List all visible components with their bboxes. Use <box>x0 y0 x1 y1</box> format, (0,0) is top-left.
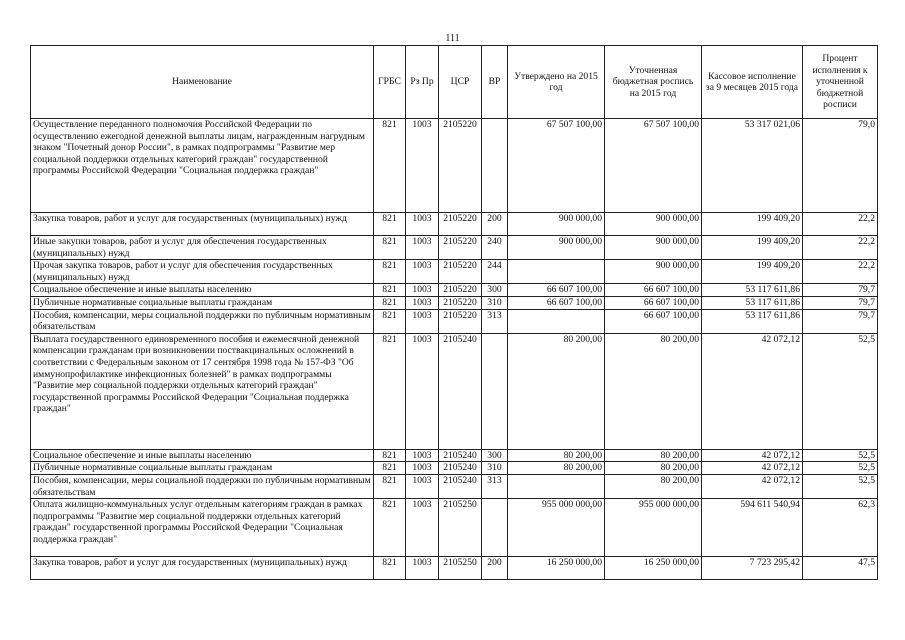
cell-approved: 80 200,00 <box>508 462 605 475</box>
table-row <box>31 449 878 462</box>
cell-grbs: 821 <box>374 260 406 284</box>
cell-approved: 80 200,00 <box>508 333 605 449</box>
table-row <box>31 296 878 309</box>
cell-approved: 16 250 000,00 <box>508 557 605 580</box>
cell-name: Социальное обеспечение и иные выплаты населению <box>31 284 374 297</box>
cell-grbs: 821 <box>374 284 406 297</box>
cell-percent: 22,2 <box>803 213 878 236</box>
cell-cash: 199 409,20 <box>702 260 803 284</box>
cell-grbs: 821 <box>374 474 406 498</box>
cell-rzpr: 1003 <box>406 449 439 462</box>
cell-cash: 42 072,12 <box>702 462 803 475</box>
cell-grbs: 821 <box>374 557 406 580</box>
cell-csr: 2105220 <box>439 236 482 260</box>
cell-grbs: 821 <box>374 333 406 449</box>
cell-name: Иные закупки товаров, работ и услуг для обеспечения государственных (муниципальных) нужд <box>31 236 374 260</box>
cell-approved <box>508 309 605 333</box>
cell-rzpr: 1003 <box>406 309 439 333</box>
cell-percent: 52,5 <box>803 449 878 462</box>
cell-vr <box>482 333 508 449</box>
cell-rzpr: 1003 <box>406 474 439 498</box>
cell-cash: 42 072,12 <box>702 449 803 462</box>
cell-grbs: 821 <box>374 449 406 462</box>
cell-refined: 900 000,00 <box>605 213 702 236</box>
cell-vr <box>482 119 508 213</box>
table-row <box>31 557 878 580</box>
cell-rzpr: 1003 <box>406 119 439 213</box>
cell-rzpr: 1003 <box>406 462 439 475</box>
header-name: Наименование <box>31 46 374 119</box>
cell-approved: 66 607 100,00 <box>508 296 605 309</box>
cell-cash: 42 072,12 <box>702 474 803 498</box>
cell-rzpr: 1003 <box>406 284 439 297</box>
cell-vr: 244 <box>482 260 508 284</box>
header-csr: ЦСР <box>439 46 482 119</box>
cell-percent: 22,2 <box>803 260 878 284</box>
cell-percent: 62,3 <box>803 499 878 557</box>
cell-csr: 2105240 <box>439 474 482 498</box>
table-row <box>31 333 878 449</box>
cell-rzpr: 1003 <box>406 499 439 557</box>
table-row <box>31 236 878 260</box>
cell-rzpr: 1003 <box>406 213 439 236</box>
cell-vr: 313 <box>482 309 508 333</box>
header-grbs: ГРБС <box>374 46 406 119</box>
cell-grbs: 821 <box>374 236 406 260</box>
cell-percent: 79,7 <box>803 284 878 297</box>
cell-vr <box>482 499 508 557</box>
cell-refined: 80 200,00 <box>605 462 702 475</box>
table-row <box>31 213 878 236</box>
cell-vr: 240 <box>482 236 508 260</box>
budget-table <box>30 45 878 580</box>
cell-grbs: 821 <box>374 296 406 309</box>
cell-name: Социальное обеспечение и иные выплаты населению <box>31 449 374 462</box>
header-approved: Утверждено на 2015 год <box>508 46 605 119</box>
cell-refined: 66 607 100,00 <box>605 284 702 297</box>
cell-refined: 16 250 000,00 <box>605 557 702 580</box>
cell-refined: 955 000 000,00 <box>605 499 702 557</box>
cell-csr: 2105240 <box>439 333 482 449</box>
cell-csr: 2105240 <box>439 462 482 475</box>
cell-refined: 67 507 100,00 <box>605 119 702 213</box>
cell-cash: 53 117 611,86 <box>702 284 803 297</box>
table-body <box>31 119 878 580</box>
cell-rzpr: 1003 <box>406 557 439 580</box>
cell-cash: 42 072,12 <box>702 333 803 449</box>
cell-refined: 80 200,00 <box>605 474 702 498</box>
header-refined: Уточненная бюджетная роспись на 2015 год <box>605 46 702 119</box>
table-row <box>31 119 878 213</box>
cell-name: Закупка товаров, работ и услуг для государственных (муниципальных) нужд <box>31 557 374 580</box>
cell-vr: 200 <box>482 557 508 580</box>
cell-rzpr: 1003 <box>406 333 439 449</box>
cell-name: Оплата жилищно-коммунальных услуг отдельным категориям граждан в рамках подпрограммы "Развитие мер социальной поддержки отдельных категорий граждан" государственной программы Российской Федерации "Социальная поддержка граждан" <box>31 499 374 557</box>
cell-grbs: 821 <box>374 309 406 333</box>
cell-csr: 2105220 <box>439 284 482 297</box>
cell-refined: 66 607 100,00 <box>605 296 702 309</box>
cell-cash: 53 117 611,86 <box>702 296 803 309</box>
cell-cash: 199 409,20 <box>702 213 803 236</box>
cell-grbs: 821 <box>374 462 406 475</box>
cell-percent: 79,7 <box>803 296 878 309</box>
cell-csr: 2105250 <box>439 557 482 580</box>
cell-vr: 310 <box>482 462 508 475</box>
cell-refined: 80 200,00 <box>605 333 702 449</box>
cell-approved: 67 507 100,00 <box>508 119 605 213</box>
table-row <box>31 462 878 475</box>
cell-csr: 2105250 <box>439 499 482 557</box>
cell-approved: 900 000,00 <box>508 213 605 236</box>
table-row <box>31 309 878 333</box>
cell-refined: 900 000,00 <box>605 260 702 284</box>
cell-cash: 53 117 611,86 <box>702 309 803 333</box>
cell-csr: 2105240 <box>439 449 482 462</box>
cell-vr: 300 <box>482 449 508 462</box>
cell-cash: 7 723 295,42 <box>702 557 803 580</box>
cell-name: Публичные нормативные социальные выплаты гражданам <box>31 462 374 475</box>
cell-name: Осуществление переданного полномочия Российской Федерации по осуществлению ежегодной денежной выплаты лицам, награжденным нагрудным знаком "Почетный донор России", в рамках подпрограммы "Развитие мер социальной поддержки отдельных категорий граждан" государственной программы Российской Федерации "Социальная поддержка граждан" <box>31 119 374 213</box>
page-number: 111 <box>445 33 460 44</box>
cell-approved: 955 000 000,00 <box>508 499 605 557</box>
cell-vr: 310 <box>482 296 508 309</box>
cell-percent: 22,2 <box>803 236 878 260</box>
cell-csr: 2105220 <box>439 119 482 213</box>
table-row <box>31 260 878 284</box>
cell-csr: 2105220 <box>439 296 482 309</box>
header-vr: ВР <box>482 46 508 119</box>
cell-vr: 200 <box>482 213 508 236</box>
table-row <box>31 284 878 297</box>
header-percent: Процент исполнения к уточненной бюджетной росписи <box>803 46 878 119</box>
cell-csr: 2105220 <box>439 309 482 333</box>
cell-approved: 66 607 100,00 <box>508 284 605 297</box>
table-row <box>31 499 878 557</box>
cell-name: Выплата государственного единовременного пособия и ежемесячной денежной компенсации гражданам при возникновении поствакцинальных осложнений в соответствии с Федеральным законом от 17 сентября 1998 года № 157-ФЗ "Об иммунопрофилактике инфекционных болезней" в рамках подпрограммы "Развитие мер социальной поддержки отдельных категорий граждан" государственной программы Российской Федерации "Социальная поддержка граждан" <box>31 333 374 449</box>
cell-approved <box>508 474 605 498</box>
cell-percent: 47,5 <box>803 557 878 580</box>
cell-grbs: 821 <box>374 499 406 557</box>
cell-percent: 79,7 <box>803 309 878 333</box>
cell-name: Закупка товаров, работ и услуг для государственных (муниципальных) нужд <box>31 213 374 236</box>
cell-name: Публичные нормативные социальные выплаты гражданам <box>31 296 374 309</box>
cell-percent: 52,5 <box>803 474 878 498</box>
cell-rzpr: 1003 <box>406 260 439 284</box>
cell-vr: 313 <box>482 474 508 498</box>
cell-percent: 79,0 <box>803 119 878 213</box>
cell-refined: 900 000,00 <box>605 236 702 260</box>
cell-percent: 52,5 <box>803 333 878 449</box>
cell-rzpr: 1003 <box>406 236 439 260</box>
cell-cash: 199 409,20 <box>702 236 803 260</box>
table-header-row <box>31 46 878 119</box>
table-row <box>31 474 878 498</box>
header-rzpr: Рз Пр <box>406 46 439 119</box>
cell-vr: 300 <box>482 284 508 297</box>
cell-csr: 2105220 <box>439 260 482 284</box>
cell-percent: 52,5 <box>803 462 878 475</box>
cell-name: Прочая закупка товаров, работ и услуг для обеспечения государственных (муниципальных) нужд <box>31 260 374 284</box>
header-cash: Кассовое исполнение за 9 месяцев 2015 года <box>702 46 803 119</box>
cell-name: Пособия, компенсации, меры социальной поддержки по публичным нормативным обязательствам <box>31 309 374 333</box>
cell-csr: 2105220 <box>439 213 482 236</box>
cell-refined: 80 200,00 <box>605 449 702 462</box>
cell-approved <box>508 260 605 284</box>
cell-name: Пособия, компенсации, меры социальной поддержки по публичным нормативным обязательствам <box>31 474 374 498</box>
cell-cash: 594 611 540,94 <box>702 499 803 557</box>
cell-cash: 53 317 021,06 <box>702 119 803 213</box>
cell-approved: 900 000,00 <box>508 236 605 260</box>
cell-refined: 66 607 100,00 <box>605 309 702 333</box>
cell-approved: 80 200,00 <box>508 449 605 462</box>
cell-rzpr: 1003 <box>406 296 439 309</box>
cell-grbs: 821 <box>374 119 406 213</box>
cell-grbs: 821 <box>374 213 406 236</box>
